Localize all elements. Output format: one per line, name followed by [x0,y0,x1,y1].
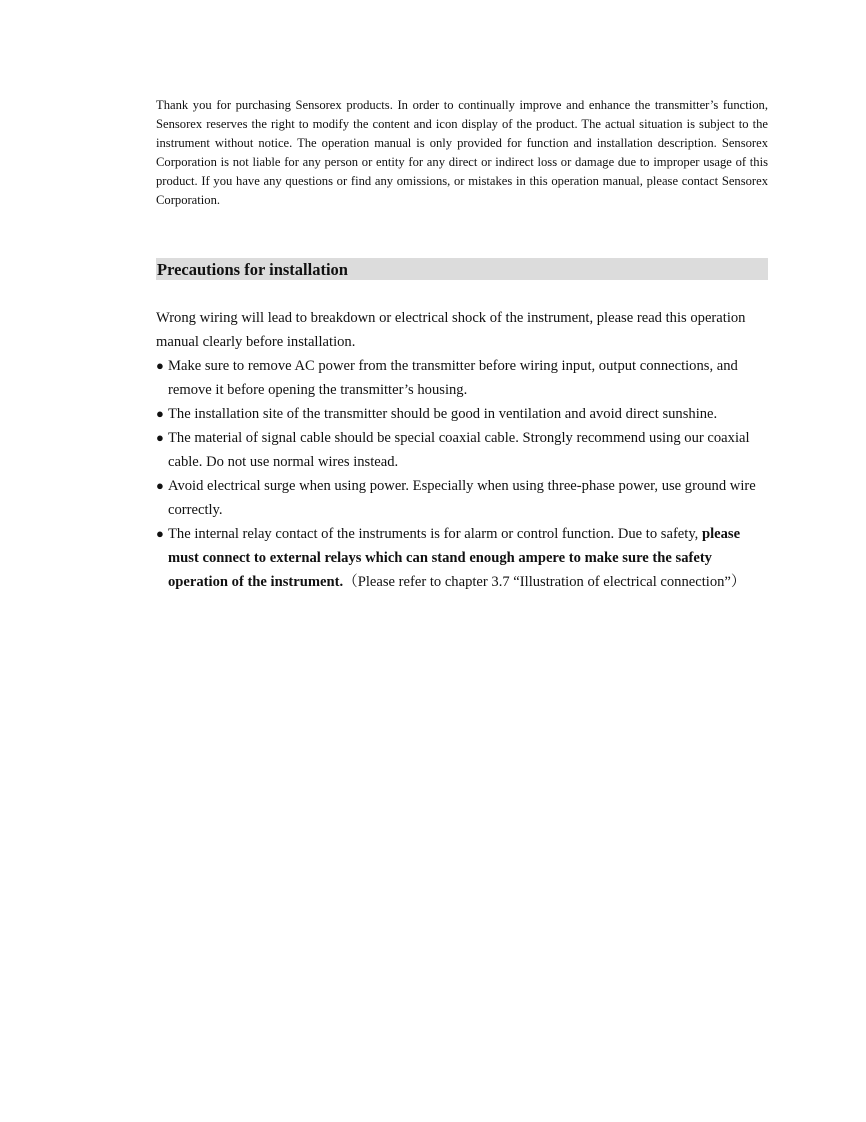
bullet-dot-icon: ● [156,478,164,493]
document-page [156,96,768,594]
chapter-reference-text: （Please refer to chapter 3.7 “Illustration of electrical connection”） [343,574,746,590]
relay-warning-plain-text: The internal relay contact of the instruments is for alarm or control function. Due to safety, [168,526,702,542]
relay-warning-bold-text: please must connect to external relays which can stand enough ampere to make sure the safety operation of the instrument. [168,526,741,590]
precautions-list [156,354,768,594]
list-item [156,474,768,522]
list-item [156,426,768,474]
list-item-relay-warning [156,522,768,594]
intro-paragraph: Thank you for purchasing Sensorex products. In order to continually improve and enhance the transmitter’s function, Sensorex reserves the right to modify the content and icon display of the product. The actual situation is subject to the instrument without notice. The operation manual is only provided for function and installation description. Sensorex Corporation is not liable for any person or entity for any direct or indirect loss or damage due to improper usage of this product. If you have any questions or find any omissions, or mistakes in this operation manual, please contact Sensorex Corporation. [156,98,768,207]
bullet-dot-icon: ● [156,526,164,541]
list-item-text [168,522,766,594]
bullet-dot-icon: ● [156,406,164,421]
bullet-dot-icon: ● [156,358,164,373]
bullet-dot-icon: ● [156,430,164,445]
list-item [156,354,768,402]
precautions-lead-paragraph: Wrong wiring will lead to breakdown or electrical shock of the instrument, please read this operation manual clearly before installation. [156,310,746,350]
list-item-text: The installation site of the transmitter should be good in ventilation and avoid direct sunshine. [168,406,718,422]
list-item-text: The material of signal cable should be special coaxial cable. Strongly recommend using our coaxial cable. Do not use normal wires instead. [168,430,750,470]
section-heading: Precautions for installation [156,258,768,280]
list-item [156,402,768,426]
list-item-text: Make sure to remove AC power from the transmitter before wiring input, output connections, and remove it before opening the transmitter’s housing. [168,358,738,398]
list-item-text: Avoid electrical surge when using power. Especially when using three-phase power, use ground wire correctly. [168,478,756,518]
